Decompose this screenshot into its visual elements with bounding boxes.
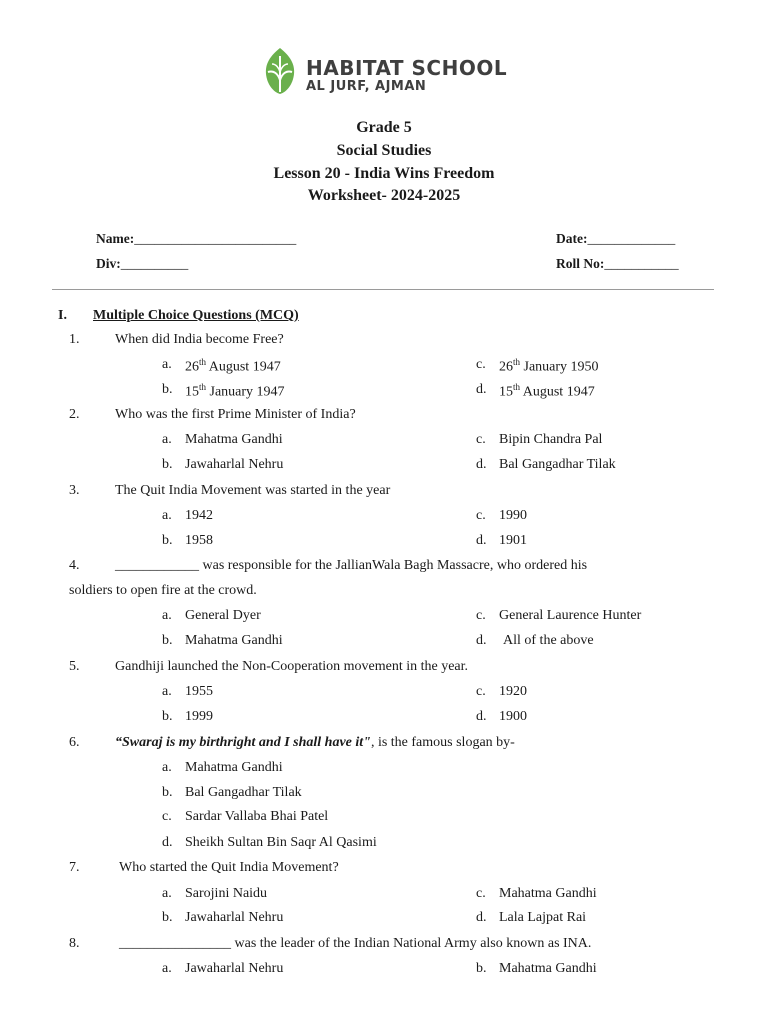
name-label: Name: bbox=[96, 231, 135, 246]
option-letter: c. bbox=[476, 886, 486, 901]
question-number: 2. bbox=[69, 407, 80, 422]
option-letter: a. bbox=[162, 608, 172, 623]
slogan-quote: “Swaraj is my birthright and I shall have it" bbox=[115, 735, 371, 750]
option-suffix: th bbox=[199, 357, 207, 367]
section-heading bbox=[58, 308, 299, 324]
option-letter: d. bbox=[476, 633, 487, 648]
name-field[interactable] bbox=[96, 231, 296, 247]
option-text: General Dyer bbox=[185, 608, 261, 623]
option-text: Mahatma Gandhi bbox=[185, 633, 283, 648]
option-text: Jawaharlal Nehru bbox=[185, 457, 284, 472]
option-text: 1958 bbox=[185, 533, 213, 548]
question-text: was responsible for the JallianWala Bagh Massacre, who ordered his bbox=[199, 558, 588, 573]
option-letter: d. bbox=[476, 382, 487, 397]
option-text: Bipin Chandra Pal bbox=[499, 432, 603, 447]
question-number: 5. bbox=[69, 659, 80, 674]
option-letter: b. bbox=[162, 633, 173, 648]
option-text: Bal Gangadhar Tilak bbox=[185, 785, 302, 800]
option-day: 15 bbox=[499, 384, 513, 400]
option-letter: d. bbox=[476, 533, 487, 548]
option-date: August 1947 bbox=[206, 359, 281, 375]
option-day: 15 bbox=[185, 384, 199, 400]
option-text: Mahatma Gandhi bbox=[499, 886, 597, 901]
option-suffix: th bbox=[513, 382, 521, 392]
date-field[interactable] bbox=[556, 231, 675, 247]
option-text: Lala Lajpat Rai bbox=[499, 910, 587, 925]
option-text: 1900 bbox=[499, 709, 527, 724]
question-text-continued: soldiers to open fire at the crowd. bbox=[69, 583, 257, 598]
option-letter: b. bbox=[162, 785, 173, 800]
option-letter: d. bbox=[476, 910, 487, 925]
option-letter: c. bbox=[476, 357, 486, 372]
div-field[interactable] bbox=[96, 256, 188, 272]
question-number: 4. bbox=[69, 558, 80, 573]
school-name: HABITAT SCHOOL bbox=[306, 56, 508, 80]
roll-label: Roll No: bbox=[556, 256, 605, 271]
option-text: All of the above bbox=[503, 633, 594, 648]
question-number: 7. bbox=[69, 860, 80, 875]
section-title: Multiple Choice Questions (MCQ) bbox=[93, 308, 299, 323]
question-text: When did India become Free? bbox=[115, 332, 284, 347]
roll-blank[interactable]: ___________ bbox=[604, 256, 679, 271]
option-day: 26 bbox=[499, 359, 513, 375]
question-text: Who was the first Prime Minister of India? bbox=[115, 407, 356, 422]
date-blank[interactable]: _____________ bbox=[587, 231, 676, 246]
section-number: I. bbox=[58, 308, 67, 323]
option-letter: b. bbox=[162, 382, 173, 397]
option-suffix: th bbox=[199, 382, 207, 392]
school-logo bbox=[262, 46, 522, 98]
option-text: 1990 bbox=[499, 508, 527, 523]
option-letter: d. bbox=[476, 709, 487, 724]
option-letter: d. bbox=[476, 457, 487, 472]
question-number: 6. bbox=[69, 735, 80, 750]
option-text: 1999 bbox=[185, 709, 213, 724]
option-text: Mahatma Gandhi bbox=[185, 760, 283, 775]
option-letter: b. bbox=[162, 709, 173, 724]
answer-blank[interactable]: ____________ bbox=[115, 558, 199, 573]
option-text: General Laurence Hunter bbox=[499, 608, 642, 623]
option-letter: a. bbox=[162, 432, 172, 447]
worksheet-title: Worksheet- 2024-2025 bbox=[307, 187, 461, 204]
option-date: January 1950 bbox=[520, 359, 599, 375]
option-date: January 1947 bbox=[206, 384, 285, 400]
option-letter: c. bbox=[476, 684, 486, 699]
option-text: Jawaharlal Nehru bbox=[185, 961, 284, 976]
option-letter: c. bbox=[162, 809, 172, 824]
option-text: Mahatma Gandhi bbox=[499, 961, 597, 976]
leaf-logo-icon bbox=[262, 46, 298, 96]
option-letter: b. bbox=[162, 457, 173, 472]
option-letter: a. bbox=[162, 886, 172, 901]
answer-blank[interactable]: ________________ bbox=[119, 936, 231, 951]
divider bbox=[52, 289, 714, 290]
option-letter: c. bbox=[476, 432, 486, 447]
option-letter: a. bbox=[162, 961, 172, 976]
option-letter: a. bbox=[162, 357, 172, 372]
question-number: 3. bbox=[69, 483, 80, 498]
option-letter: a. bbox=[162, 508, 172, 523]
div-label: Div: bbox=[96, 256, 121, 271]
option-text: Sheikh Sultan Bin Saqr Al Qasimi bbox=[185, 835, 377, 850]
option-text: Jawaharlal Nehru bbox=[185, 910, 284, 925]
question-text: Who started the Quit India Movement? bbox=[119, 860, 339, 875]
option-text: Bal Gangadhar Tilak bbox=[499, 457, 616, 472]
question-text: , is the famous slogan by- bbox=[370, 735, 515, 750]
question-text: was the leader of the Indian National Army also known as INA. bbox=[231, 936, 592, 951]
date-label: Date: bbox=[556, 231, 588, 246]
option-text: Sarojini Naidu bbox=[185, 886, 268, 901]
option-letter: b. bbox=[162, 910, 173, 925]
subject-title: Social Studies bbox=[336, 142, 432, 159]
question-number: 1. bbox=[69, 332, 80, 347]
option-letter: a. bbox=[162, 760, 172, 775]
option-letter: b. bbox=[162, 533, 173, 548]
option-letter: c. bbox=[476, 508, 486, 523]
roll-field[interactable] bbox=[556, 256, 679, 272]
lesson-title: Lesson 20 - India Wins Freedom bbox=[273, 165, 495, 182]
option-letter: a. bbox=[162, 684, 172, 699]
school-location: AL JURF, AJMAN bbox=[306, 79, 427, 94]
div-blank[interactable]: __________ bbox=[120, 256, 189, 271]
option-suffix: th bbox=[513, 357, 521, 367]
option-letter: d. bbox=[162, 835, 173, 850]
option-letter: b. bbox=[476, 961, 487, 976]
option-text: 1901 bbox=[499, 533, 527, 548]
question-number: 8. bbox=[69, 936, 80, 951]
option-text: 1920 bbox=[499, 684, 527, 699]
option-text: Sardar Vallaba Bhai Patel bbox=[185, 809, 329, 824]
option-day: 26 bbox=[185, 359, 199, 375]
question-text: The Quit India Movement was started in the year bbox=[115, 483, 391, 498]
option-date: August 1947 bbox=[520, 384, 595, 400]
option-letter: c. bbox=[476, 608, 486, 623]
option-text: 1955 bbox=[185, 684, 213, 699]
name-blank[interactable]: ________________________ bbox=[134, 231, 297, 246]
question-text: Gandhiji launched the Non-Cooperation movement in the year. bbox=[115, 659, 469, 674]
option-text: Mahatma Gandhi bbox=[185, 432, 283, 447]
grade-title: Grade 5 bbox=[356, 119, 412, 136]
option-text: 1942 bbox=[185, 508, 213, 523]
